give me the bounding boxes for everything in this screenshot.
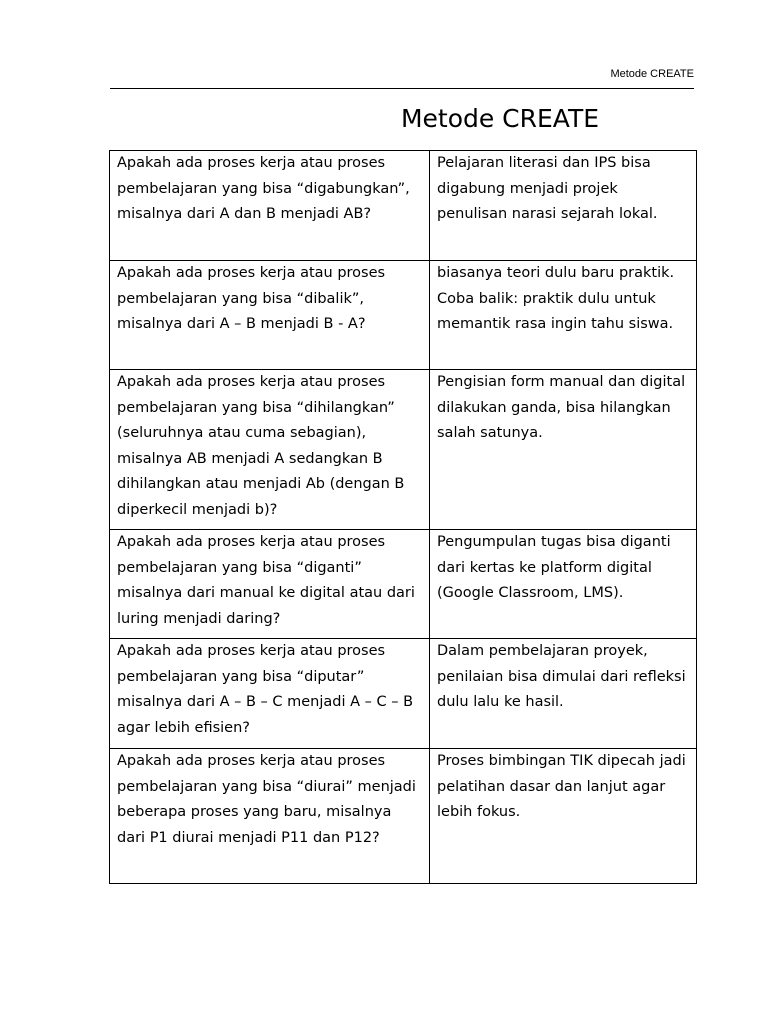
- question-text: Apakah ada proses kerja atau proses pembelajaran yang bisa “digabungkan”, misalnya dari A dan B menjadi AB?: [117, 155, 410, 223]
- question-cell: [110, 261, 430, 370]
- answer-text: biasanya teori dulu baru praktik. Coba balik: praktik dulu untuk memantik rasa ingin tahu siswa.: [437, 265, 675, 333]
- answer-text: Proses bimbingan TIK dipecah jadi pelatihan dasar dan lanjut agar lebih fokus.: [437, 753, 686, 821]
- answer-cell: [430, 261, 697, 370]
- answer-cell: [430, 639, 697, 749]
- question-text: Apakah ada proses kerja atau proses pembelajaran yang bisa “diurai” menjadi beberapa proses yang baru, misalnya dari P1 diurai menjadi P11 dan P12?: [117, 753, 416, 846]
- question-cell: [110, 749, 430, 884]
- table-row: [110, 639, 697, 749]
- question-cell: [110, 151, 430, 261]
- table-row: [110, 749, 697, 884]
- answer-cell: [430, 749, 697, 884]
- question-text: Apakah ada proses kerja atau proses pembelajaran yang bisa “dibalik”, misalnya dari A – B menjadi B - A?: [117, 265, 386, 333]
- question-cell: [110, 370, 430, 530]
- answer-text: Pelajaran literasi dan IPS bisa digabung menjadi projek penulisan narasi sejarah lokal.: [437, 155, 658, 223]
- answer-cell: [430, 530, 697, 639]
- table-row: [110, 261, 697, 370]
- answer-text: Dalam pembelajaran proyek, penilaian bisa dimulai dari refleksi dulu lalu ke hasil.: [437, 643, 686, 711]
- header-divider: [110, 88, 694, 89]
- question-text: Apakah ada proses kerja atau proses pembelajaran yang bisa “diputar” misalnya dari A – B – C menjadi A – C – B agar lebih efisien?: [117, 643, 414, 736]
- question-text: Apakah ada proses kerja atau proses pembelajaran yang bisa “dihilangkan” (seluruhnya atau cuma sebagian), misalnya AB menjadi A sedangkan B dihilangkan atau menjadi Ab (dengan B diperkecil menjadi b)?: [117, 374, 405, 518]
- table-row: [110, 530, 697, 639]
- document-title: Metode CREATE: [400, 104, 600, 133]
- answer-text: Pengumpulan tugas bisa diganti dari kertas ke platform digital (Google Classroom, LMS).: [437, 534, 671, 602]
- running-header: Metode CREATE: [610, 68, 694, 80]
- create-method-table: [109, 150, 697, 884]
- question-text: Apakah ada proses kerja atau proses pembelajaran yang bisa “diganti” misalnya dari manual ke digital atau dari luring menjadi daring?: [117, 534, 415, 627]
- answer-text: Pengisian form manual dan digital dilakukan ganda, bisa hilangkan salah satunya.: [437, 374, 686, 442]
- answer-cell: [430, 370, 697, 530]
- question-cell: [110, 639, 430, 749]
- answer-cell: [430, 151, 697, 261]
- table-row: [110, 151, 697, 261]
- question-cell: [110, 530, 430, 639]
- table-row: [110, 370, 697, 530]
